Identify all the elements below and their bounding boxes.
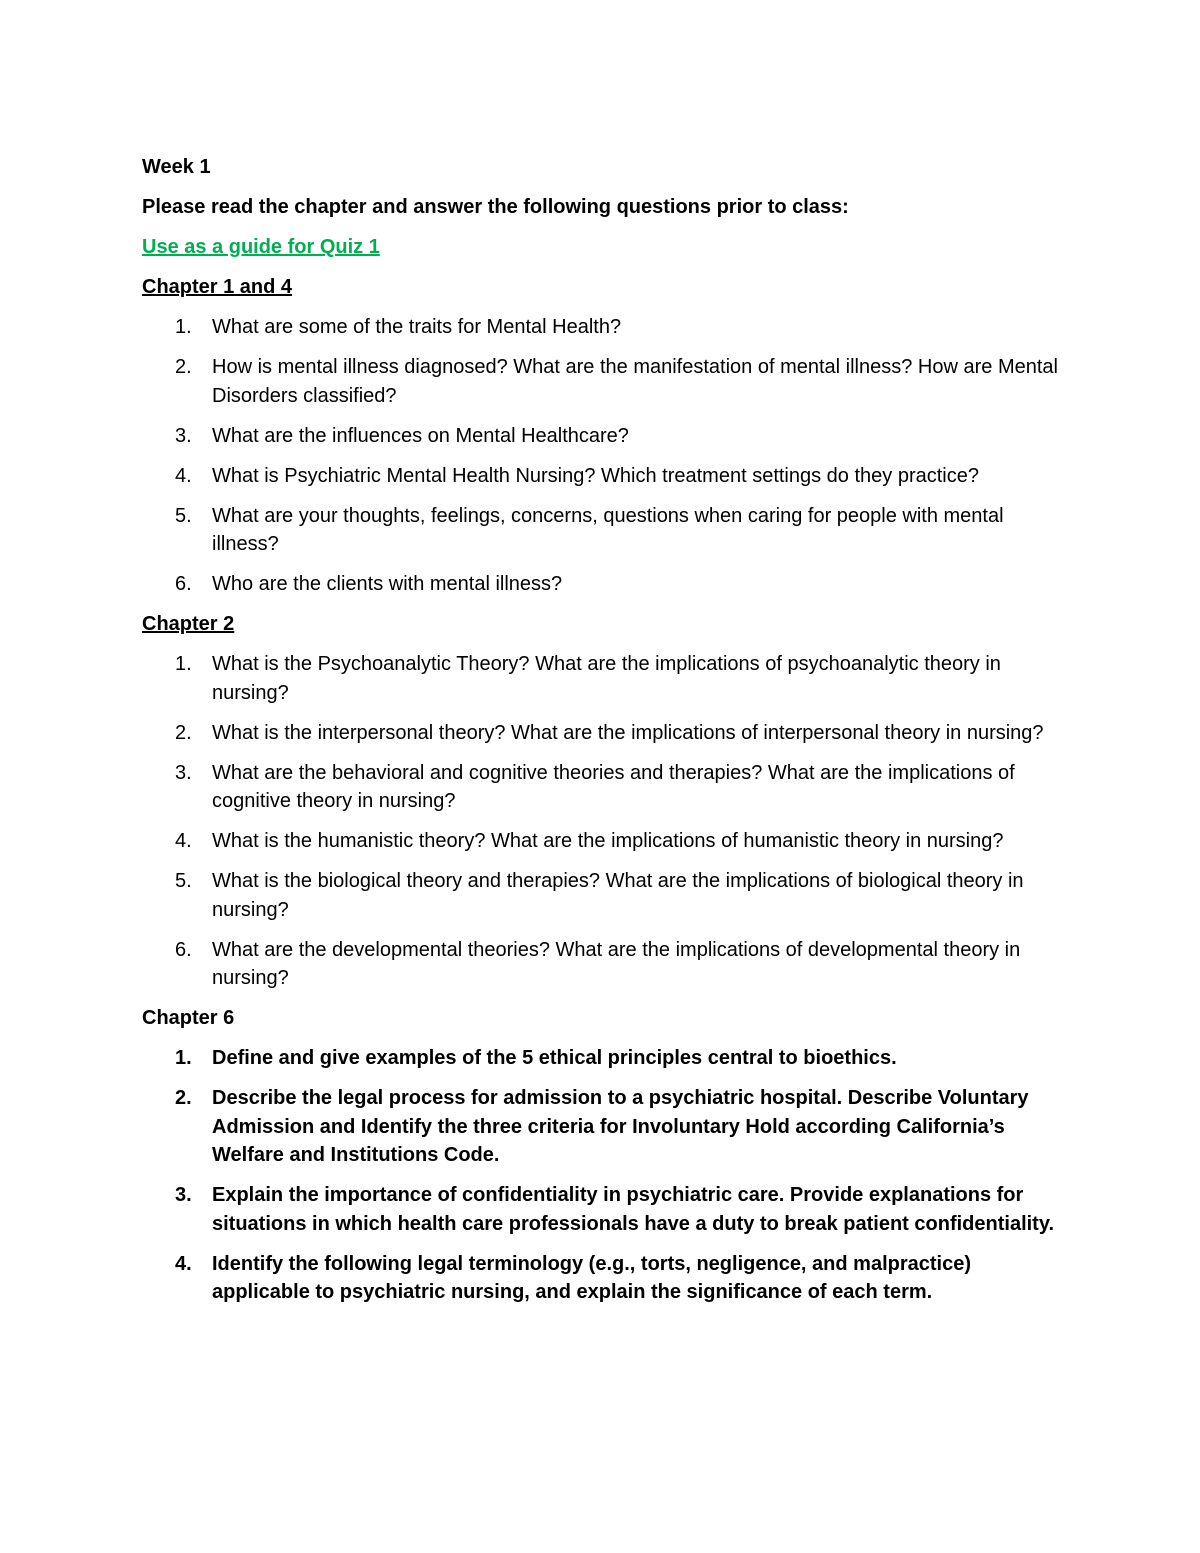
question-number: 3. [175, 1184, 192, 1206]
list-item [142, 650, 1072, 707]
question-list-chapter-6 [142, 1044, 1072, 1307]
question-number: 2. [175, 356, 192, 378]
list-item [142, 719, 1072, 748]
question-text: What are the behavioral and cognitive theories and therapies? What are the implications of cognitive theory in nursing? [212, 761, 1015, 812]
question-text: What is the interpersonal theory? What are the implications of interpersonal theory in nursing? [212, 721, 1044, 744]
question-text: Identify the following legal terminology (e.g., torts, negligence, and malpractice) applicable to psychiatric nursing, and explain the significance of each term. [212, 1252, 971, 1303]
list-item [142, 827, 1072, 856]
list-item [142, 502, 1072, 559]
list-item [142, 1044, 1072, 1073]
question-text: What is the biological theory and therapies? What are the implications of biological theory in nursing? [212, 870, 1024, 921]
question-number: 4. [175, 464, 192, 487]
question-text: What are the developmental theories? What are the implications of developmental theory in nursing? [212, 938, 1021, 989]
document-page [142, 153, 1072, 1318]
question-text: Who are the clients with mental illness? [212, 573, 563, 595]
chapter-heading-text: Chapter 6 [142, 1007, 235, 1029]
question-text: What is Psychiatric Mental Health Nursing? Which treatment settings do they practice? [212, 464, 979, 487]
question-text: How is mental illness diagnosed? What are the manifestation of mental illness? How are Mental Disorders classified? [212, 356, 1058, 407]
list-item [142, 1084, 1072, 1170]
question-number: 6. [175, 938, 192, 961]
question-text: Describe the legal process for admission to a psychiatric hospital. Describe Voluntary Admission and Identify the three criteria for Involuntary Hold according California’s Welfare and Institutions Code. [212, 1087, 1029, 1166]
question-number: 5. [175, 870, 192, 892]
question-text: Explain the importance of confidentiality in psychiatric care. Provide explanations for situations in which health care professionals have a duty to break patient confidentiality. [212, 1184, 1055, 1235]
question-text: Define and give examples of the 5 ethical principles central to bioethics. [212, 1047, 897, 1069]
list-item [142, 422, 1072, 451]
question-number: 4. [175, 830, 192, 852]
list-item [142, 313, 1072, 342]
question-list-chapter-2 [142, 650, 1072, 993]
question-number: 1. [175, 653, 192, 675]
list-item [142, 936, 1072, 993]
list-item [142, 1181, 1072, 1238]
chapter-heading-text: Chapter 2 [142, 613, 235, 635]
question-text: What is the Psychoanalytic Theory? What are the implications of psychoanalytic theory in nursing? [212, 653, 1001, 704]
list-item [142, 570, 1072, 599]
chapter-heading-1-and-4 [142, 273, 1072, 302]
question-number: 2. [175, 721, 192, 744]
chapter-heading-text: Chapter 1 and 4 [142, 276, 293, 298]
list-item [142, 1250, 1072, 1307]
question-number: 1. [175, 316, 192, 338]
chapter-heading-2 [142, 610, 1072, 639]
week-title: Week 1 [142, 156, 211, 178]
intro-instruction: Please read the chapter and answer the following questions prior to class: [142, 196, 849, 218]
question-text: What is the humanistic theory? What are the implications of humanistic theory in nursing? [212, 830, 1004, 852]
question-number: 3. [175, 424, 192, 447]
quiz-guide-link[interactable]: Use as a guide for Quiz 1 [142, 236, 380, 258]
question-text: What are your thoughts, feelings, concerns, questions when caring for people with mental illness? [212, 504, 1004, 555]
question-number: 6. [175, 573, 192, 595]
question-number: 4. [175, 1252, 192, 1275]
question-list-chapter-1-and-4 [142, 313, 1072, 599]
list-item [142, 867, 1072, 924]
list-item [142, 353, 1072, 410]
question-number: 5. [175, 504, 192, 527]
list-item [142, 759, 1072, 816]
list-item [142, 462, 1072, 491]
question-text: What are some of the traits for Mental Health? [212, 316, 622, 338]
chapter-heading-6 [142, 1004, 1072, 1033]
question-number: 1. [175, 1047, 192, 1069]
question-text: What are the influences on Mental Healthcare? [212, 424, 629, 447]
question-number: 2. [175, 1087, 192, 1109]
question-number: 3. [175, 761, 192, 784]
